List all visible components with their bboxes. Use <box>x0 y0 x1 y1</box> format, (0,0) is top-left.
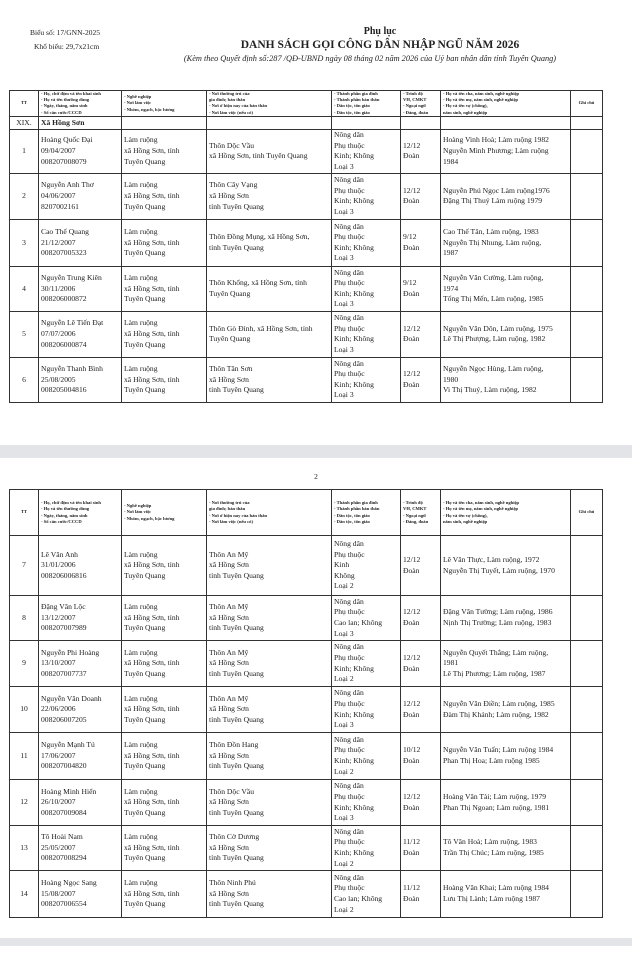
cell-occupation: Làm ruộng xã Hồng Sơn, tỉnh Tuyên Quang <box>122 536 207 596</box>
header-background: - Thành phần gia đình - Thành phần bản thân - Dân tộc, tôn giáo - Dân tộc, tôn giáo <box>332 91 401 117</box>
cell-person-info: Nguyễn Mạnh Tú 17/06/2007 008207004820 <box>39 733 122 780</box>
cell-education: 12/12 Đoàn <box>401 357 441 402</box>
cell-residence: Thôn Khổng, xã Hồng Sơn, tỉnh Tuyên Quang <box>207 266 332 311</box>
cell-note <box>571 871 603 918</box>
cell-residence: Thôn Đồn Hang xã Hồng Sơn tỉnh Tuyên Quang <box>207 733 332 780</box>
page-separator <box>0 445 632 458</box>
table-row <box>10 219 603 266</box>
cell-family-info: Nguyễn Phú Ngọc Làm ruộng1976 Đặng Thị Thuý Làm ruộng 1979 <box>441 173 571 219</box>
cell-row-number: 9 <box>10 641 39 687</box>
cell-note <box>571 311 603 357</box>
section-name: Xã Hồng Sơn <box>39 116 122 129</box>
cell-occupation: Làm ruộng xã Hồng Sơn, tỉnh Tuyên Quang <box>122 311 207 357</box>
section-row <box>10 116 603 129</box>
cell-occupation: Làm ruộng xã Hồng Sơn, tỉnh Tuyên Quang <box>122 641 207 687</box>
paper-size: Khổ biểu: 29,7x21cm <box>34 42 100 51</box>
cell-occupation: Làm ruộng xã Hồng Sơn, tỉnh Tuyên Quang <box>122 871 207 918</box>
table-row <box>10 871 603 918</box>
cell-background: Nông dân Phụ thuộc Kinh; Không Loại 3 <box>332 219 401 266</box>
cell-row-number: 2 <box>10 173 39 219</box>
cell-family-info: Nguyễn Ngọc Hùng, Làm ruộng, 1980 Vi Thị Thuý, Làm ruộng, 1982 <box>441 357 571 402</box>
header-family-info: - Họ và tên cha, năm sinh, nghề nghiệp - Họ và tên mẹ, năm sinh, nghề nghiệp - Họ và tên vợ (chồng), năm sinh, nghề nghiệp <box>441 490 571 536</box>
cell-note <box>571 641 603 687</box>
cell-person-info: Nguyễn Trung Kiên 30/11/2006 008206000872 <box>39 266 122 311</box>
cell-education: 10/12 Đoàn <box>401 733 441 780</box>
cell-family-info: Nguyễn Văn Tuấn; Làm ruộng 1984 Phan Thị Hoa; Làm ruộng 1985 <box>441 733 571 780</box>
cell-background: Nông dân Phụ thuộc Kinh; Không Loại 3 <box>332 266 401 311</box>
cell-education: 12/12 Đoàn <box>401 687 441 733</box>
cell-occupation: Làm ruộng xã Hồng Sơn, tỉnh Tuyên Quang <box>122 357 207 402</box>
table-row <box>10 311 603 357</box>
cell-row-number: 5 <box>10 311 39 357</box>
cell-person-info: Nguyễn Anh Thơ 04/06/2007 8207002161 <box>39 173 122 219</box>
cell-residence: Thôn An Mỹ xã Hồng Sơn tỉnh Tuyên Quang <box>207 641 332 687</box>
cell-row-number: 3 <box>10 219 39 266</box>
header-occupation: - Nghề nghiệp - Nơi làm việc - Nhóm, ngạch, bậc lương <box>122 490 207 536</box>
table-row <box>10 357 603 402</box>
cell-background: Nông dân Phụ thuộc Kinh; Không Loại 2 <box>332 733 401 780</box>
cell-person-info: Nguyễn Văn Doanh 22/06/2006 008206007205 <box>39 687 122 733</box>
cell-note <box>571 536 603 596</box>
cell-family-info: Hoàng Văn Khai; Làm ruộng 1984 Lưu Thị Lành; Làm ruộng 1987 <box>441 871 571 918</box>
cell-residence: Thôn An Mỹ xã Hồng Sơn tỉnh Tuyên Quang <box>207 596 332 641</box>
cell-person-info: Hoàng Ngọc Sang 15/08/2007 008207006554 <box>39 871 122 918</box>
cell-person-info: Hoàng Quốc Đại 09/04/2007 008207008079 <box>39 129 122 173</box>
cell-residence: Thôn Dộc Vầu xã Hồng Sơn, tỉnh Tuyên Quang <box>207 129 332 173</box>
cell-background: Nông dân Phụ thuộc Kinh; Không Loại 3 <box>332 311 401 357</box>
cell-residence: Thôn Cây Vạng xã Hồng Sơn tỉnh Tuyên Quang <box>207 173 332 219</box>
cell-background: Nông dân Phụ thuộc Kinh; Không Loại 3 <box>332 129 401 173</box>
cell-note <box>571 357 603 402</box>
header-person-info: - Họ, chữ đệm và tên khai sinh - Họ và tên thường dùng - Ngày, tháng, năm sinh - Số căn cước/CCCD <box>39 91 122 117</box>
cell-row-number: 7 <box>10 536 39 596</box>
cell-occupation: Làm ruộng xã Hồng Sơn, tỉnh Tuyên Quang <box>122 266 207 311</box>
cell-education: 12/12 Đoàn <box>401 173 441 219</box>
cell-row-number: 6 <box>10 357 39 402</box>
cell-occupation: Làm ruộng xã Hồng Sơn, tỉnh Tuyên Quang <box>122 780 207 826</box>
form-number: Biểu số: 17/GNN-2025 <box>30 28 100 37</box>
document-page-2 <box>0 458 632 938</box>
cell-background: Nông dân Phụ thuộc Cao lan; Không Loại 2 <box>332 871 401 918</box>
cell-note <box>571 596 603 641</box>
cell-row-number: 8 <box>10 596 39 641</box>
table-header <box>10 91 603 117</box>
cell-education: 12/12 Đoàn <box>401 780 441 826</box>
cell-occupation: Làm ruộng xã Hồng Sơn, tỉnh Tuyên Quang <box>122 219 207 266</box>
cell-row-number: 14 <box>10 871 39 918</box>
appendix-label: Phụ lục <box>363 26 397 37</box>
cell-residence: Thôn Cờ Dương xã Hồng Sơn tỉnh Tuyên Quang <box>207 826 332 871</box>
table-row <box>10 780 603 826</box>
cell-note <box>571 826 603 871</box>
cell-education: 12/12 Đoàn <box>401 641 441 687</box>
table-row <box>10 536 603 596</box>
cell-occupation: Làm ruộng xã Hồng Sơn, tỉnh Tuyên Quang <box>122 687 207 733</box>
cell-note <box>571 687 603 733</box>
cell-education: 11/12 Đoàn <box>401 871 441 918</box>
cell-residence: Thôn Dộc Vầu xã Hồng Sơn tỉnh Tuyên Quang <box>207 780 332 826</box>
header-residence: - Nơi thường trú của gia đình; bản thân - Nơi ở hiện nay của bản thân - Nơi làm việc (nếu có) <box>207 91 332 117</box>
cell-note <box>571 173 603 219</box>
cell-row-number: 1 <box>10 129 39 173</box>
cell-background: Nông dân Phụ thuộc Kinh; Không Loại 2 <box>332 826 401 871</box>
cell-background: Nông dân Phụ thuộc Kinh; Không Loại 3 <box>332 357 401 402</box>
cell-row-number: 13 <box>10 826 39 871</box>
cell-person-info: Nguyễn Phi Hoàng 13/10/2007 008207007737 <box>39 641 122 687</box>
cell-row-number: 4 <box>10 266 39 311</box>
cell-occupation: Làm ruộng xã Hồng Sơn, tỉnh Tuyên Quang <box>122 129 207 173</box>
cell-residence: Thôn Ninh Phú xã Hồng Sơn tỉnh Tuyên Quang <box>207 871 332 918</box>
header-row-number: TT <box>10 490 39 536</box>
table-row <box>10 733 603 780</box>
cell-family-info: Lê Văn Thực, Làm ruộng, 1972 Nguyễn Thị Tuyết, Làm ruộng, 1970 <box>441 536 571 596</box>
cell-family-info: Nguyễn Văn Điền; Làm ruộng, 1985 Đàm Thị Khánh; Làm ruộng, 1982 <box>441 687 571 733</box>
cell-person-info: Cao Thế Quang 21/12/2007 008207005323 <box>39 219 122 266</box>
cell-person-info: Tô Hoài Nam 25/05/2007 008207008294 <box>39 826 122 871</box>
document-subtitle: (Kèm theo Quyết định số:287 /QĐ-UBND ngày 08 tháng 02 năm 2026 của Uỷ ban nhân dân tỉnh Tuyên Quang) <box>183 54 557 63</box>
page-number: 2 <box>314 472 318 481</box>
cell-person-info: Đặng Văn Lộc 13/12/2007 008207007989 <box>39 596 122 641</box>
section-number: XIX. <box>10 116 39 129</box>
cell-education: 11/12 Đoàn <box>401 826 441 871</box>
header-residence: - Nơi thường trú của gia đình; bản thân - Nơi ở hiện nay của bản thân - Nơi làm việc (nếu có) <box>207 490 332 536</box>
cell-note <box>571 219 603 266</box>
table-row <box>10 596 603 641</box>
table-row <box>10 266 603 311</box>
cell-note <box>571 129 603 173</box>
cell-residence: Thôn Tân Sơn xã Hồng Sơn tỉnh Tuyên Quang <box>207 357 332 402</box>
cell-note <box>571 266 603 311</box>
header-background: - Thành phần gia đình - Thành phần bản thân - Dân tộc, tôn giáo - Dân tộc, tôn giáo <box>332 490 401 536</box>
table-row <box>10 129 603 173</box>
cell-background: Nông dân Phụ thuộc Kinh; Không Loại 3 <box>332 687 401 733</box>
cell-family-info: Đặng Văn Tường; Làm ruộng, 1986 Nịnh Thị Trường; Làm ruộng, 1983 <box>441 596 571 641</box>
cell-occupation: Làm ruộng xã Hồng Sơn, tỉnh Tuyên Quang <box>122 826 207 871</box>
cell-residence: Thôn Đồng Mụng, xã Hồng Sơn, tỉnh Tuyên Quang <box>207 219 332 266</box>
cell-person-info: Lê Văn Anh 31/01/2006 008206006816 <box>39 536 122 596</box>
table-row <box>10 826 603 871</box>
cell-education: 12/12 Đoàn <box>401 311 441 357</box>
cell-background: Nông dân Phụ thuộc Kinh; Không Loại 3 <box>332 173 401 219</box>
header-row-number: TT <box>10 91 39 117</box>
table-header <box>10 490 603 536</box>
header-note: Ghi chú <box>571 490 603 536</box>
cell-family-info: Tô Văn Hoà; Làm ruộng, 1983 Trần Thị Chúc; Làm ruộng, 1985 <box>441 826 571 871</box>
header-note: Ghi chú <box>571 91 603 117</box>
header-occupation: - Nghề nghiệp - Nơi làm việc - Nhóm, ngạch, bậc lương <box>122 91 207 117</box>
cell-background: Nông dân Phụ thuộc Cao lan; Không Loại 3 <box>332 596 401 641</box>
cell-education: 9/12 Đoàn <box>401 266 441 311</box>
cell-education: 12/12 Đoàn <box>401 129 441 173</box>
cell-background: Nông dân Phụ thuộc Kinh; Không Loại 2 <box>332 641 401 687</box>
cell-family-info: Hoàng Văn Tài; Làm ruộng, 1979 Phan Thị Ngoan; Làm ruộng, 1981 <box>441 780 571 826</box>
cell-occupation: Làm ruộng xã Hồng Sơn, tỉnh Tuyên Quang <box>122 733 207 780</box>
cell-family-info: Nguyễn Quyết Thắng; Làm ruộng, 1981 Lê Thị Phương; Làm ruộng, 1987 <box>441 641 571 687</box>
cell-row-number: 10 <box>10 687 39 733</box>
header-education: - Trình độ VH, CMKT - Ngoại ngữ - Đảng, đoàn <box>401 91 441 117</box>
cell-occupation: Làm ruộng xã Hồng Sơn, tỉnh Tuyên Quang <box>122 596 207 641</box>
document-page-1 <box>0 0 632 445</box>
cell-education: 9/12 Đoàn <box>401 219 441 266</box>
table-row <box>10 173 603 219</box>
cell-background: Nông dân Phụ thuộc Kinh Không Loại 2 <box>332 536 401 596</box>
document-title: DANH SÁCH GỌI CÔNG DÂN NHẬP NGŨ NĂM 2026 <box>240 39 520 51</box>
cell-background: Nông dân Phụ thuộc Kinh; Không Loại 3 <box>332 780 401 826</box>
cell-family-info: Nguyễn Văn Cường, Làm ruộng, 1974 Tống Thị Mến, Làm ruộng, 1985 <box>441 266 571 311</box>
cell-note <box>571 780 603 826</box>
cell-residence: Thôn Gò Đình, xã Hồng Sơn, tỉnh Tuyên Quang <box>207 311 332 357</box>
cell-family-info: Hoàng Vinh Hoà; Làm ruộng 1982 Nguyễn Minh Phương; Làm ruộng 1984 <box>441 129 571 173</box>
header-family-info: - Họ và tên cha, năm sinh, nghề nghiệp - Họ và tên mẹ, năm sinh, nghề nghiệp - Họ và tên vợ (chồng), năm sinh, nghề nghiệp <box>441 91 571 117</box>
cell-residence: Thôn An Mỹ xã Hồng Sơn tỉnh Tuyên Quang <box>207 687 332 733</box>
cell-note <box>571 733 603 780</box>
cell-person-info: Hoàng Minh Hiển 26/10/2007 008207009084 <box>39 780 122 826</box>
conscription-table-page-2 <box>9 489 603 918</box>
header-education: - Trình độ VH, CMKT - Ngoại ngữ - Đảng, đoàn <box>401 490 441 536</box>
cell-education: 12/12 Đoàn <box>401 536 441 596</box>
table-row <box>10 687 603 733</box>
conscription-table-page-1 <box>9 90 603 403</box>
cell-family-info: Cao Thế Tân, Làm ruộng, 1983 Nguyễn Thị Nhung, Làm ruộng, 1987 <box>441 219 571 266</box>
cell-residence: Thôn An Mỹ xã Hồng Sơn tỉnh Tuyên Quang <box>207 536 332 596</box>
cell-person-info: Nguyễn Thanh Bình 25/08/2005 008205004816 <box>39 357 122 402</box>
cell-row-number: 11 <box>10 733 39 780</box>
cell-education: 12/12 Đoàn <box>401 596 441 641</box>
page-separator <box>0 938 632 946</box>
cell-occupation: Làm ruộng xã Hồng Sơn, tỉnh Tuyên Quang <box>122 173 207 219</box>
cell-row-number: 12 <box>10 780 39 826</box>
table-row <box>10 641 603 687</box>
cell-family-info: Nguyễn Văn Dôn, Làm ruộng, 1975 Lê Thị Phượng, Làm ruộng, 1982 <box>441 311 571 357</box>
header-person-info: - Họ, chữ đệm và tên khai sinh - Họ và tên thường dùng - Ngày, tháng, năm sinh - Số căn cước/CCCD <box>39 490 122 536</box>
cell-person-info: Nguyễn Lê Tiến Đạt 07/07/2006 008206000874 <box>39 311 122 357</box>
